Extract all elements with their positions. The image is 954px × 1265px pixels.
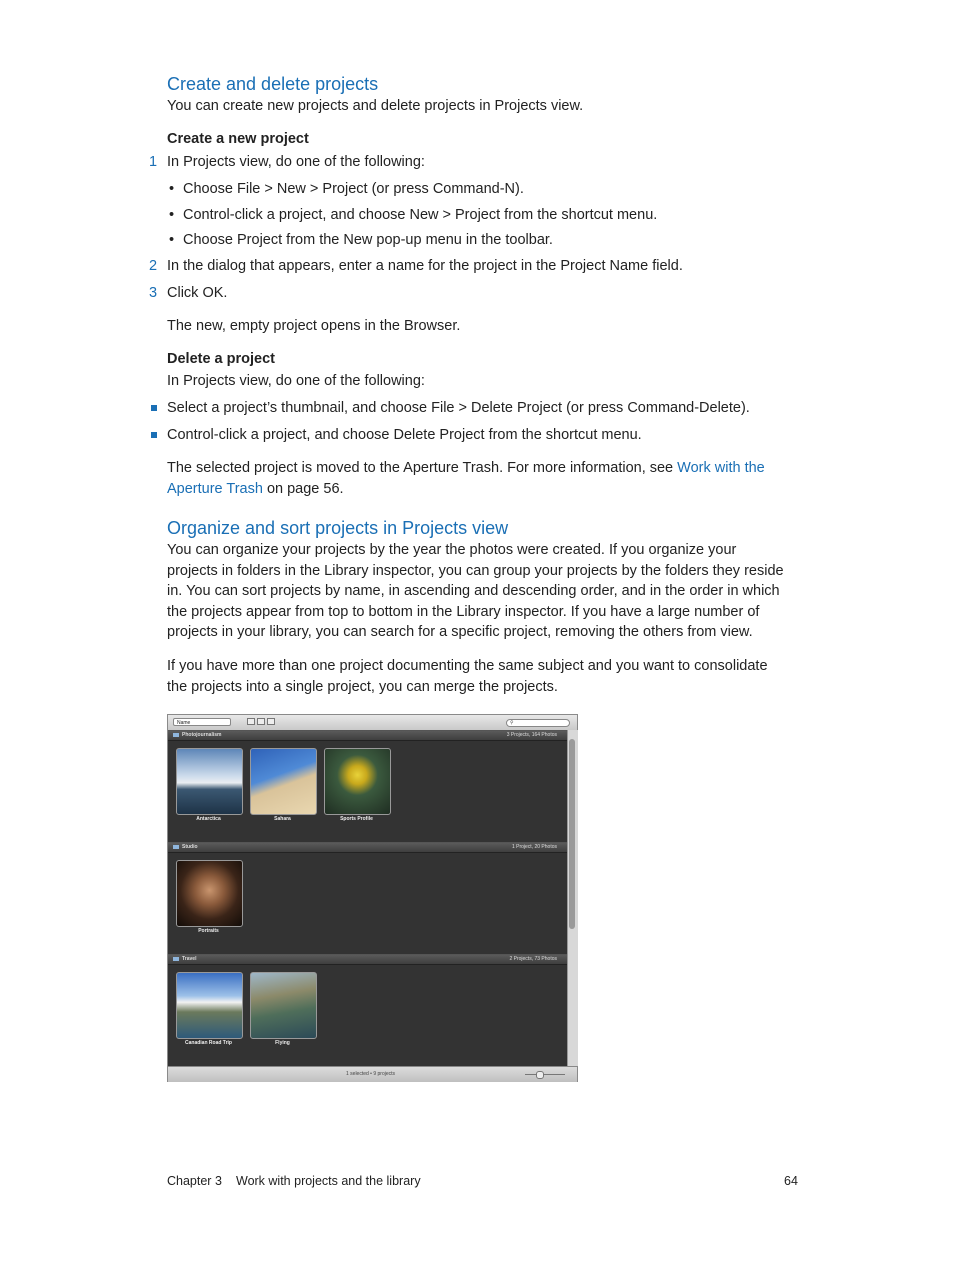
group-travel [168,954,567,1067]
project-thumbnail[interactable] [324,748,391,815]
group-studio [168,842,567,955]
status-bar [168,1066,577,1082]
delete-intro: In Projects view, do one of the following: [167,373,425,389]
list-view-icon[interactable] [257,718,265,725]
project-name: Sahara [274,816,291,822]
group-header [168,731,567,741]
group-count: 2 Projects, 73 Photos [509,956,557,962]
project-thumbnail[interactable] [176,860,243,927]
group-name: Studio [182,844,198,850]
slider-knob[interactable] [536,1071,544,1079]
folder-icon [173,733,179,737]
project-name: Antarctica [196,816,221,822]
group-photojournalism [168,730,567,843]
sort-popup[interactable]: Name [173,718,231,726]
project-thumbnail[interactable] [250,972,317,1039]
section-intro: You can create new projects and delete projects in Projects view. [167,98,584,114]
organize-paragraph [167,540,807,643]
project-thumbnail[interactable] [176,972,243,1039]
step-text: Click OK. [167,285,228,301]
square-bullet [151,405,157,411]
section-heading-create-delete: Create and delete projects [167,74,379,94]
project-thumbnail[interactable] [250,748,317,815]
merge-paragraph [167,656,807,697]
bullet-text: Control-click a project, and choose New > Project from the shortcut menu. [183,207,658,223]
square-bullet [151,432,157,438]
step-number: 1 [149,154,158,170]
projects-view-screenshot [167,714,578,1082]
project-thumbnail[interactable] [176,748,243,815]
bullet-text: Choose Project from the New pop-up menu in the toolbar. [183,232,553,248]
note-text: on page 56. [262,480,344,497]
group-header [168,955,567,965]
folder-icon [173,845,179,849]
group-count: 1 Project, 20 Photos [511,844,557,850]
group-name: Travel [182,956,197,962]
page-number: 64 [784,1174,798,1188]
group-count: 3 Projects, 164 Photos [506,732,557,738]
bullet-dot: • [169,232,175,248]
delete-item: Control-click a project, and choose Delete Project from the shortcut menu. [167,427,642,443]
project-name: Portraits [198,928,219,934]
link-aperture-trash[interactable]: Aperture Trash [167,480,263,497]
text-line: the projects into a single project, you can merge the projects. [167,678,558,695]
subheading-delete-project: Delete a project [167,351,275,367]
bullet-dot: • [169,181,175,197]
group-name: Photojournalism [182,732,222,738]
step-result: The new, empty project opens in the Browser. [167,318,461,334]
text-line: the projects appear from top to bottom in the Library inspector. If you have a large number of [167,603,760,620]
footer-chapter: Chapter 3 [167,1174,222,1188]
step-text: In Projects view, do one of the following: [167,154,425,170]
step-number: 2 [149,258,158,274]
group-header [168,843,567,853]
text-line: If you have more than one project documenting the same subject and you want to consolidate [167,658,768,674]
project-name: Sports Profile [340,816,373,822]
delete-item: Select a project’s thumbnail, and choose File > Delete Project (or press Command-Delete). [167,400,750,416]
text-line: You can organize your projects by the year the photos were created. If you organize your [167,542,737,558]
text-line: projects in your library, you can search for a specific project, removing the others from view. [167,624,753,641]
search-field[interactable] [506,719,570,727]
magnifier-icon: ⚲ [510,720,514,726]
browser-toolbar [168,715,577,731]
bullet-text: Choose File > New > Project (or press Command-N). [183,181,524,197]
scrollbar-thumb[interactable] [569,739,575,929]
bullet-dot: • [169,207,175,223]
projects-view-icon[interactable] [267,718,275,725]
text-line: projects in folders in the Library inspector, you can group your projects by the folders they reside [167,562,784,579]
step-text: In the dialog that appears, enter a name for the project in the Project Name field. [167,258,683,274]
folder-icon [173,957,179,961]
project-name: Canadian Road Trip [185,1040,232,1046]
grid-view-icon[interactable] [247,718,255,725]
text-line: in. You can sort projects by name, in ascending and descending order, and in the order in which [167,583,780,600]
step-number: 3 [149,285,158,301]
thumbnail-size-slider[interactable] [525,1074,565,1075]
project-name: Flying [275,1040,290,1046]
link-work-with-trash[interactable]: Work with the [677,460,765,476]
footer-chapter-link[interactable]: Work with projects and the library [236,1174,421,1188]
note-text: The selected project is moved to the Aperture Trash. For more information, see [167,460,678,476]
section-heading-organize: Organize and sort projects in Projects view [167,518,509,538]
delete-note [167,458,807,499]
status-text: 1 selected • 9 projects [346,1071,395,1077]
subheading-create-project: Create a new project [167,131,309,147]
